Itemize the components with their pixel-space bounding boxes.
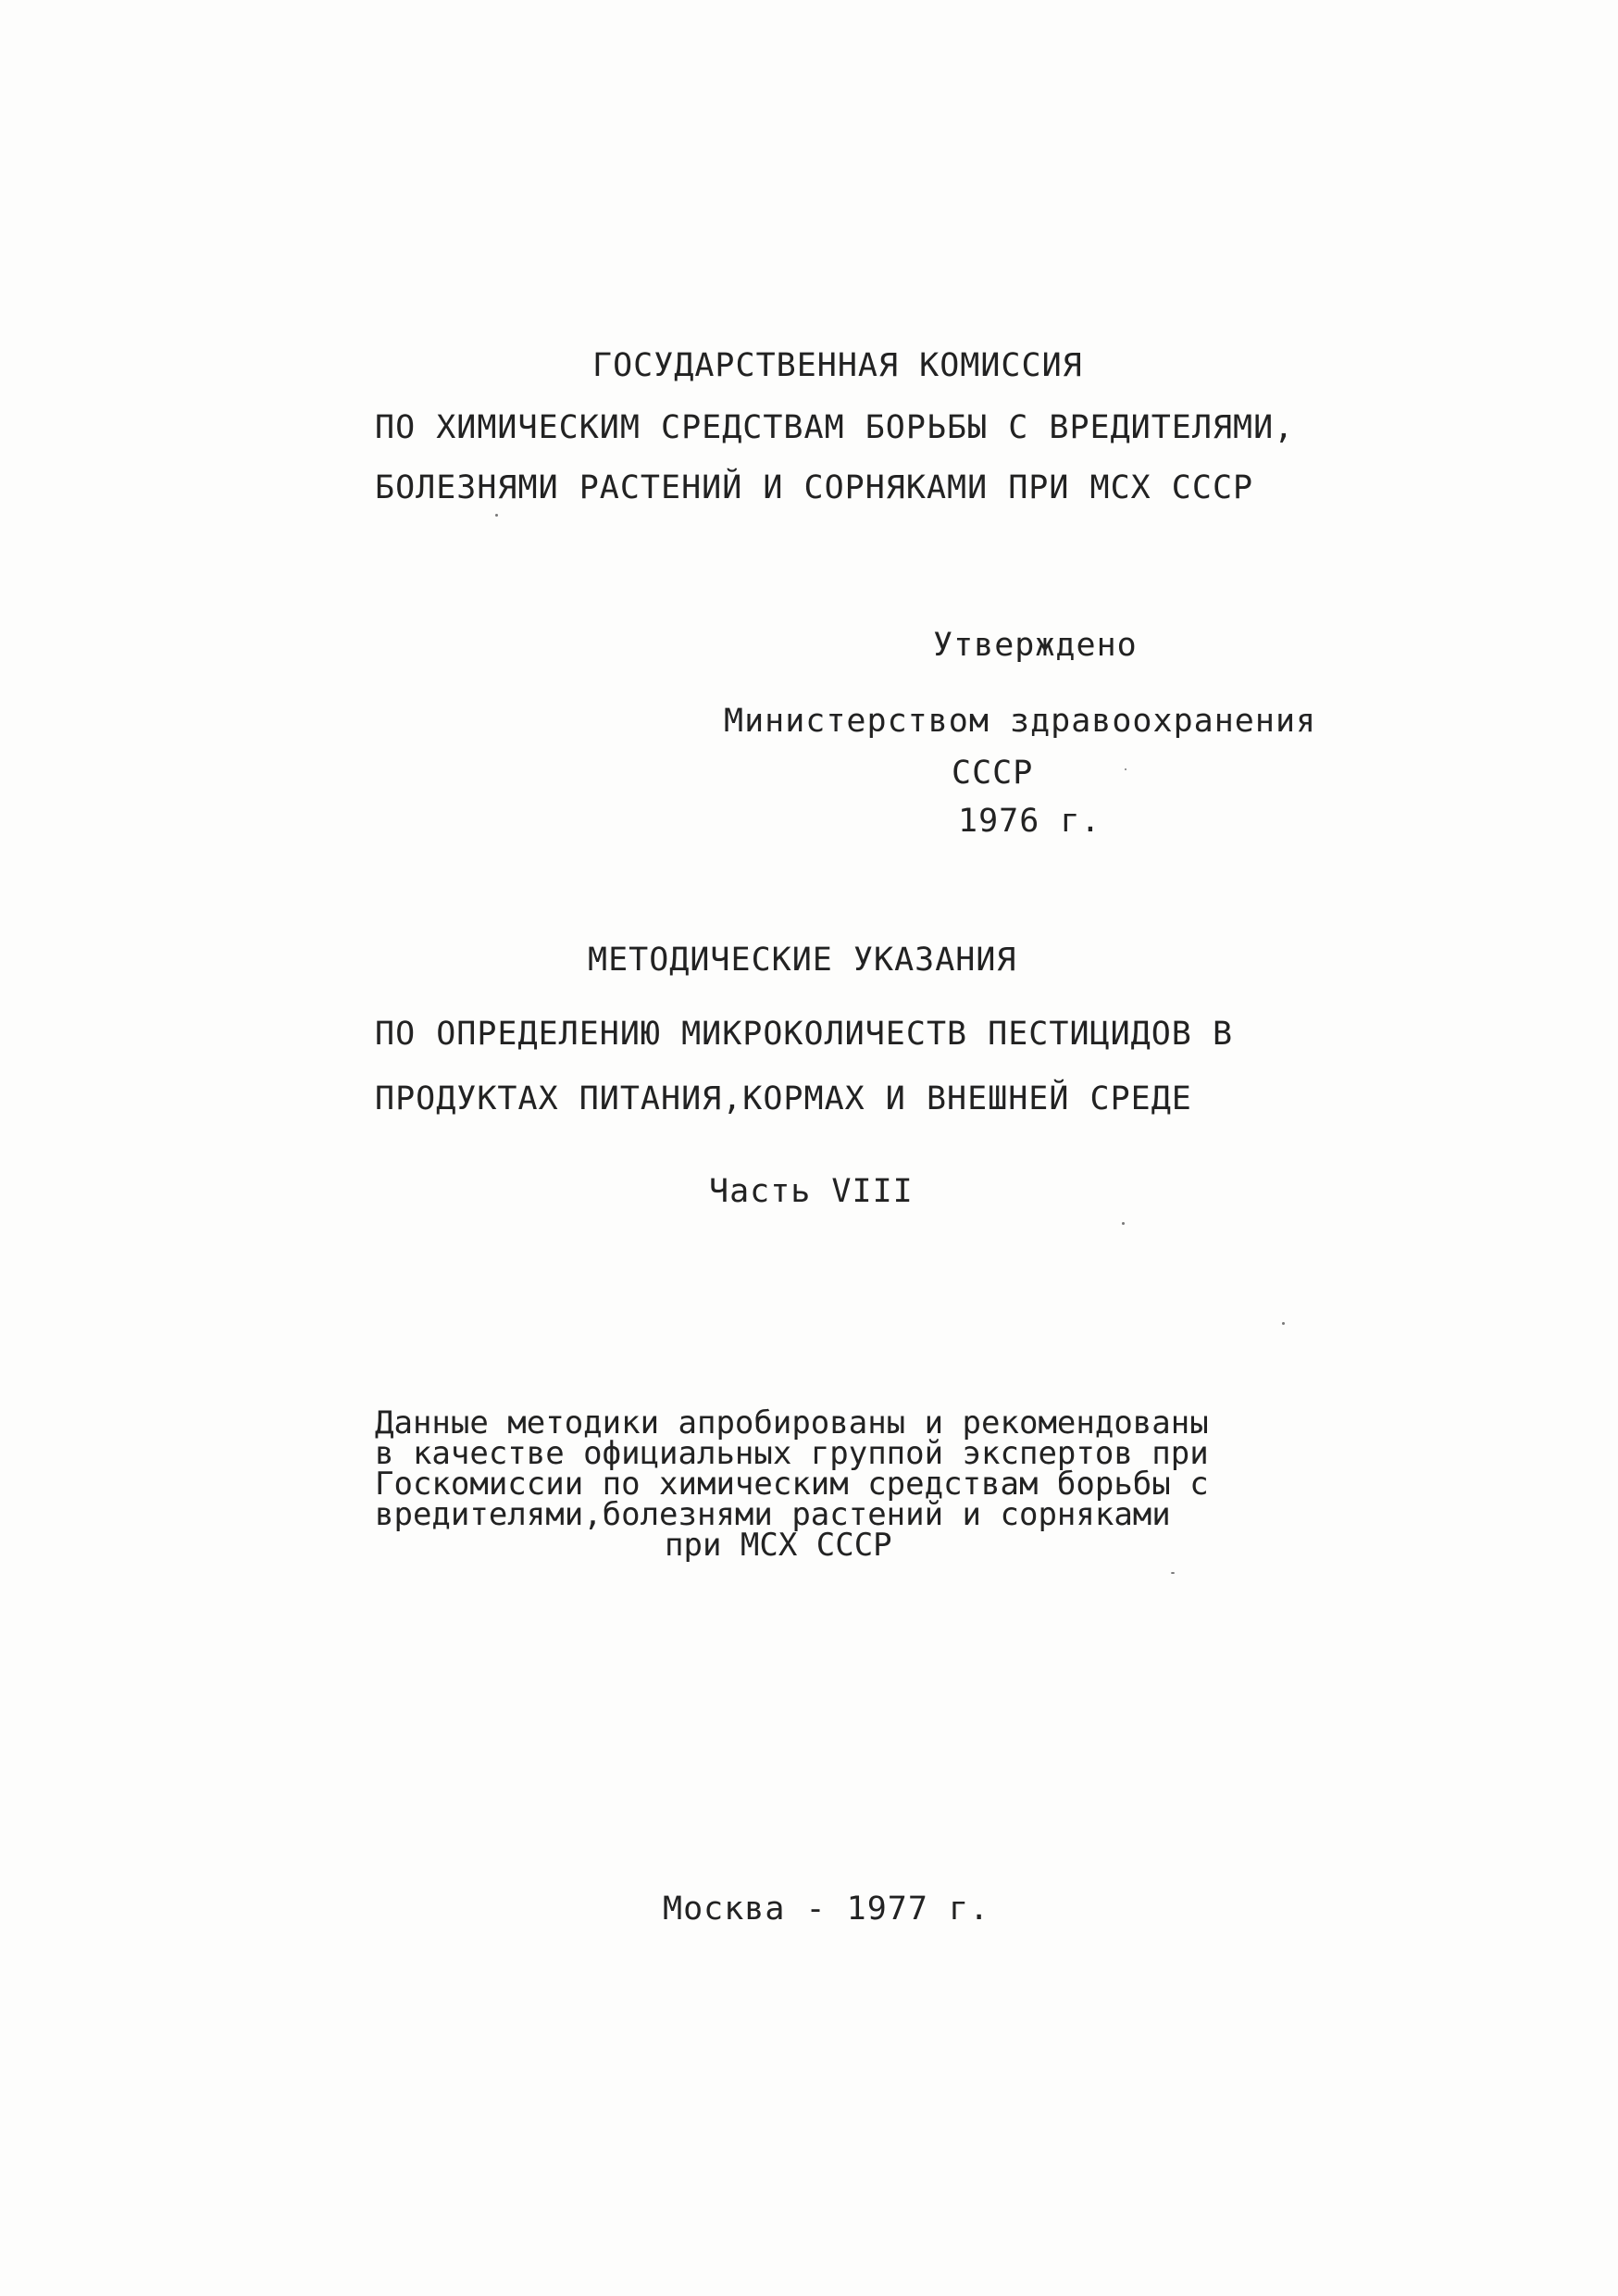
scan-speck [1282, 1322, 1285, 1325]
commission-title-line-3: БОЛЕЗНЯМИ РАСТЕНИЙ И СОРНЯКАМИ ПРИ МСХ СССР [375, 469, 1254, 506]
approval-country: СССР [952, 755, 1034, 792]
scan-speck [1122, 1222, 1125, 1225]
approval-year: 1976 г. [958, 803, 1101, 840]
note-line-1: Данные методики апробированы и рекомендованы [375, 1404, 1209, 1441]
document-title-line-3: ПРОДУКТАХ ПИТАНИЯ,КОРМАХ И ВНЕШНЕЙ СРЕДЕ [375, 1080, 1192, 1117]
document-title-line-1: МЕТОДИЧЕСКИЕ УКАЗАНИЯ [588, 942, 1017, 979]
commission-title-line-2: ПО ХИМИЧЕСКИМ СРЕДСТВАМ БОРЬБЫ С ВРЕДИТЕЛЯМИ, [375, 409, 1295, 446]
document-part: Часть VIII [709, 1173, 914, 1210]
approval-label: Утверждено [933, 627, 1138, 664]
approval-ministry: Министерством здравоохранения [724, 703, 1317, 740]
scan-speck [1125, 768, 1126, 770]
commission-title-line-1: ГОСУДАРСТВЕННАЯ КОМИССИЯ [592, 347, 1083, 384]
note-line-2: в качестве официальных группой экспертов при [375, 1435, 1209, 1472]
document-title-line-2: ПО ОПРЕДЕЛЕНИЮ МИКРОКОЛИЧЕСТВ ПЕСТИЦИДОВ В [375, 1016, 1234, 1053]
note-line-4: вредителями,болезнями растений и сорняками [375, 1496, 1171, 1533]
note-line-3: Госкомиссии по химическим средствам борьбы с [375, 1466, 1209, 1503]
scan-speck [1171, 1572, 1175, 1574]
place-and-year: Москва - 1977 г. [663, 1890, 990, 1928]
scan-speck [495, 514, 498, 517]
note-line-5: при МСХ СССР [665, 1527, 892, 1564]
